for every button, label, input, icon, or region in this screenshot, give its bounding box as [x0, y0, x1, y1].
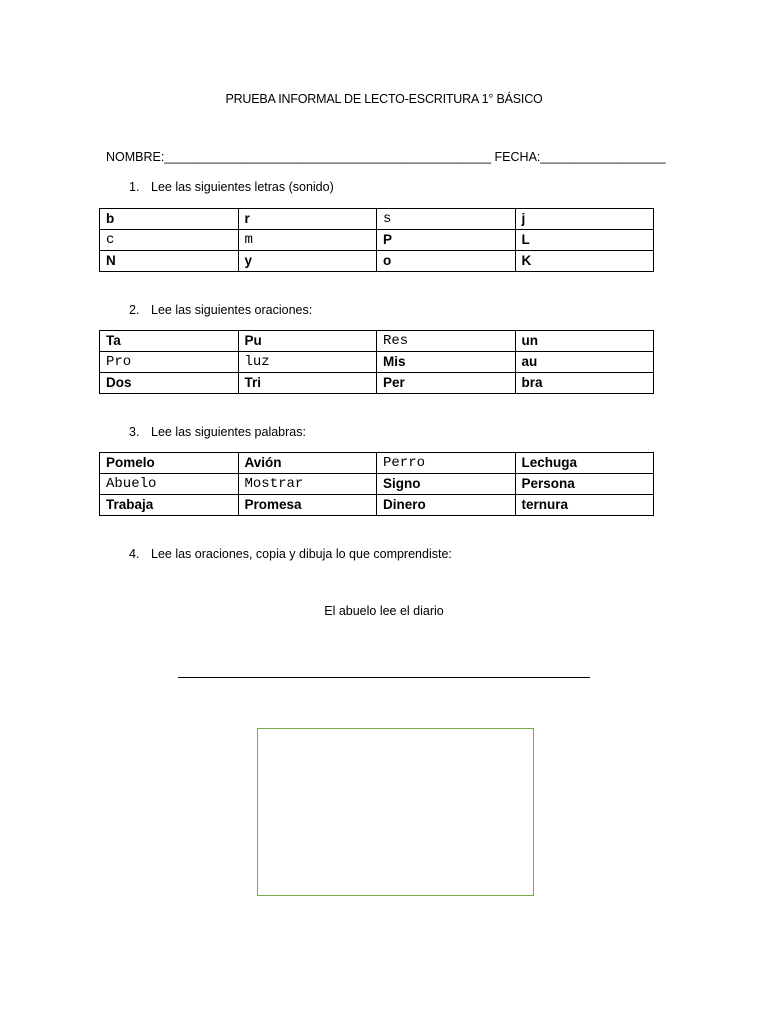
reading-sentence: El abuelo lee el diario — [324, 604, 444, 618]
section-3-instruction — [129, 425, 306, 439]
table-cell: b — [100, 209, 239, 230]
section-2-instruction — [129, 303, 312, 317]
table-cell: Promesa — [238, 495, 377, 516]
table-cell: c — [100, 230, 239, 251]
page-title: PRUEBA INFORMAL DE LECTO-ESCRITURA 1° BÁSICO — [225, 92, 543, 106]
section-number: 1. — [129, 180, 140, 194]
table-cell: Mostrar — [238, 474, 377, 495]
table-row — [100, 251, 654, 272]
table-cell: Pu — [238, 331, 377, 352]
section-number: 2. — [129, 303, 140, 317]
table-cell: Perro — [377, 453, 516, 474]
table-row — [100, 209, 654, 230]
table-cell: Per — [377, 373, 516, 394]
table-cell: Pro — [100, 352, 239, 373]
section-4-instruction — [129, 547, 452, 561]
table-cell: j — [515, 209, 654, 230]
table-cell: Signo — [377, 474, 516, 495]
table-cell: Trabaja — [100, 495, 239, 516]
table-row — [100, 331, 654, 352]
table-cell: au — [515, 352, 654, 373]
words-table — [99, 452, 654, 516]
table-cell: Avión — [238, 453, 377, 474]
table-cell: o — [377, 251, 516, 272]
table-cell: r — [238, 209, 377, 230]
section-number: 4. — [129, 547, 140, 561]
instruction-text: Lee las oraciones, copia y dibuja lo que comprendiste: — [151, 547, 452, 561]
table-cell: Dinero — [377, 495, 516, 516]
table-row — [100, 474, 654, 495]
instruction-text: Lee las siguientes letras (sonido) — [151, 180, 334, 194]
table-cell: Res — [377, 331, 516, 352]
table-cell: Persona — [515, 474, 654, 495]
table-cell: Mis — [377, 352, 516, 373]
copy-answer-line[interactable] — [178, 677, 590, 678]
instruction-text: Lee las siguientes palabras: — [151, 425, 306, 439]
table-cell: P — [377, 230, 516, 251]
table-cell: m — [238, 230, 377, 251]
table-cell: un — [515, 331, 654, 352]
table-cell: L — [515, 230, 654, 251]
table-cell: Tri — [238, 373, 377, 394]
table-cell: Lechuga — [515, 453, 654, 474]
table-cell: bra — [515, 373, 654, 394]
table-cell: Pomelo — [100, 453, 239, 474]
table-row — [100, 453, 654, 474]
table-row — [100, 495, 654, 516]
table-cell: K — [515, 251, 654, 272]
table-cell: Ta — [100, 331, 239, 352]
letters-table — [99, 208, 654, 272]
instruction-text: Lee las siguientes oraciones: — [151, 303, 313, 317]
table-cell: ternura — [515, 495, 654, 516]
table-cell: luz — [238, 352, 377, 373]
drawing-box[interactable] — [257, 728, 534, 896]
table-row — [100, 352, 654, 373]
table-cell: N — [100, 251, 239, 272]
table-cell: Dos — [100, 373, 239, 394]
section-1-instruction — [129, 180, 334, 194]
table-row — [100, 373, 654, 394]
syllables-table — [99, 330, 654, 394]
table-cell: s — [377, 209, 516, 230]
table-cell: y — [238, 251, 377, 272]
table-cell: Abuelo — [100, 474, 239, 495]
section-number: 3. — [129, 425, 140, 439]
name-date-line[interactable]: NOMBRE:_______________________________________________ FECHA:__________________ — [106, 150, 666, 164]
table-row — [100, 230, 654, 251]
